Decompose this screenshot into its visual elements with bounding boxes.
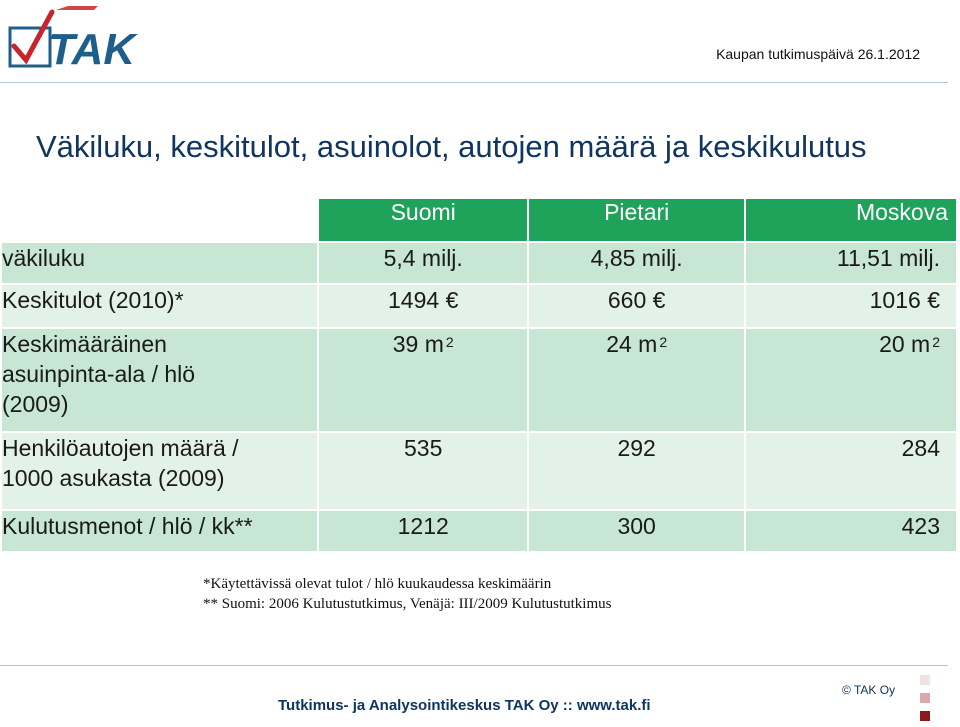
logo-text: TAK — [48, 25, 136, 70]
row-label: Kulutusmenot / hlö / kk** — [2, 511, 317, 551]
column-header-pietari: Pietari — [529, 199, 744, 241]
cell-value — [319, 329, 526, 431]
cell-value: 660 € — [529, 285, 744, 327]
table-row — [2, 243, 956, 283]
cell-value — [529, 329, 744, 431]
row-label-line: 1000 asukasta (2009) — [2, 465, 225, 491]
footnote: *Käytettävissä olevat tulot / hlö kuukaudessa keskimäärin — [203, 576, 552, 592]
cell-value — [746, 329, 956, 431]
column-header-moskova: Moskova — [746, 199, 956, 241]
table-row — [2, 433, 956, 509]
row-label-line: (2009) — [2, 391, 69, 417]
row-label — [2, 433, 317, 509]
row-label: väkiluku — [2, 243, 317, 283]
unit-superscript: 2 — [445, 334, 454, 350]
cell-value: 4,85 milj. — [529, 243, 744, 283]
cell-text: 24 m — [606, 331, 658, 357]
header-date: Kaupan tutkimuspäivä 26.1.2012 — [716, 46, 920, 62]
column-header-suomi: Suomi — [319, 199, 526, 241]
cell-value: 292 — [529, 433, 744, 509]
row-label-line: Keskimääräinen — [2, 331, 167, 357]
copyright-text: © TAK Oy — [842, 683, 896, 697]
footer-text: Tutkimus- ja Analysointikeskus TAK Oy :: www.tak.fi — [278, 697, 651, 714]
cell-value: 284 — [746, 433, 956, 509]
cell-value: 1212 — [319, 511, 526, 551]
decorative-square — [920, 711, 930, 721]
cell-text: 20 m — [879, 331, 931, 357]
comparison-table — [0, 197, 958, 553]
tak-logo — [8, 6, 168, 70]
cell-value: 1016 € — [746, 285, 956, 327]
cell-text: 39 m — [392, 331, 444, 357]
cell-value: 1494 € — [319, 285, 526, 327]
table-row — [2, 511, 956, 551]
cell-value: 423 — [746, 511, 956, 551]
table-corner — [2, 199, 317, 241]
cell-value: 5,4 milj. — [319, 243, 526, 283]
row-label-line: asuinpinta-ala / hlö — [2, 361, 196, 387]
row-label — [2, 329, 317, 431]
header-divider — [0, 82, 948, 83]
cell-value: 11,51 milj. — [746, 243, 956, 283]
row-label-line: Henkilöautojen määrä / — [2, 435, 239, 461]
cell-value: 300 — [529, 511, 744, 551]
cell-value: 535 — [319, 433, 526, 509]
footnote: ** Suomi: 2006 Kulutustutkimus, Venäjä: III/2009 Kulutustutkimus — [203, 596, 612, 612]
unit-superscript: 2 — [659, 334, 668, 350]
table-row — [2, 285, 956, 327]
page-title: Väkiluku, keskitulot, asuinolot, autojen määrä ja keskikulutus — [36, 128, 867, 164]
decorative-square — [920, 693, 930, 703]
footnotes — [203, 574, 611, 614]
row-label: Keskitulot (2010)* — [2, 285, 317, 327]
table-row — [2, 329, 956, 431]
decorative-square — [920, 675, 930, 685]
unit-superscript: 2 — [932, 334, 940, 350]
footer-divider — [0, 665, 948, 666]
